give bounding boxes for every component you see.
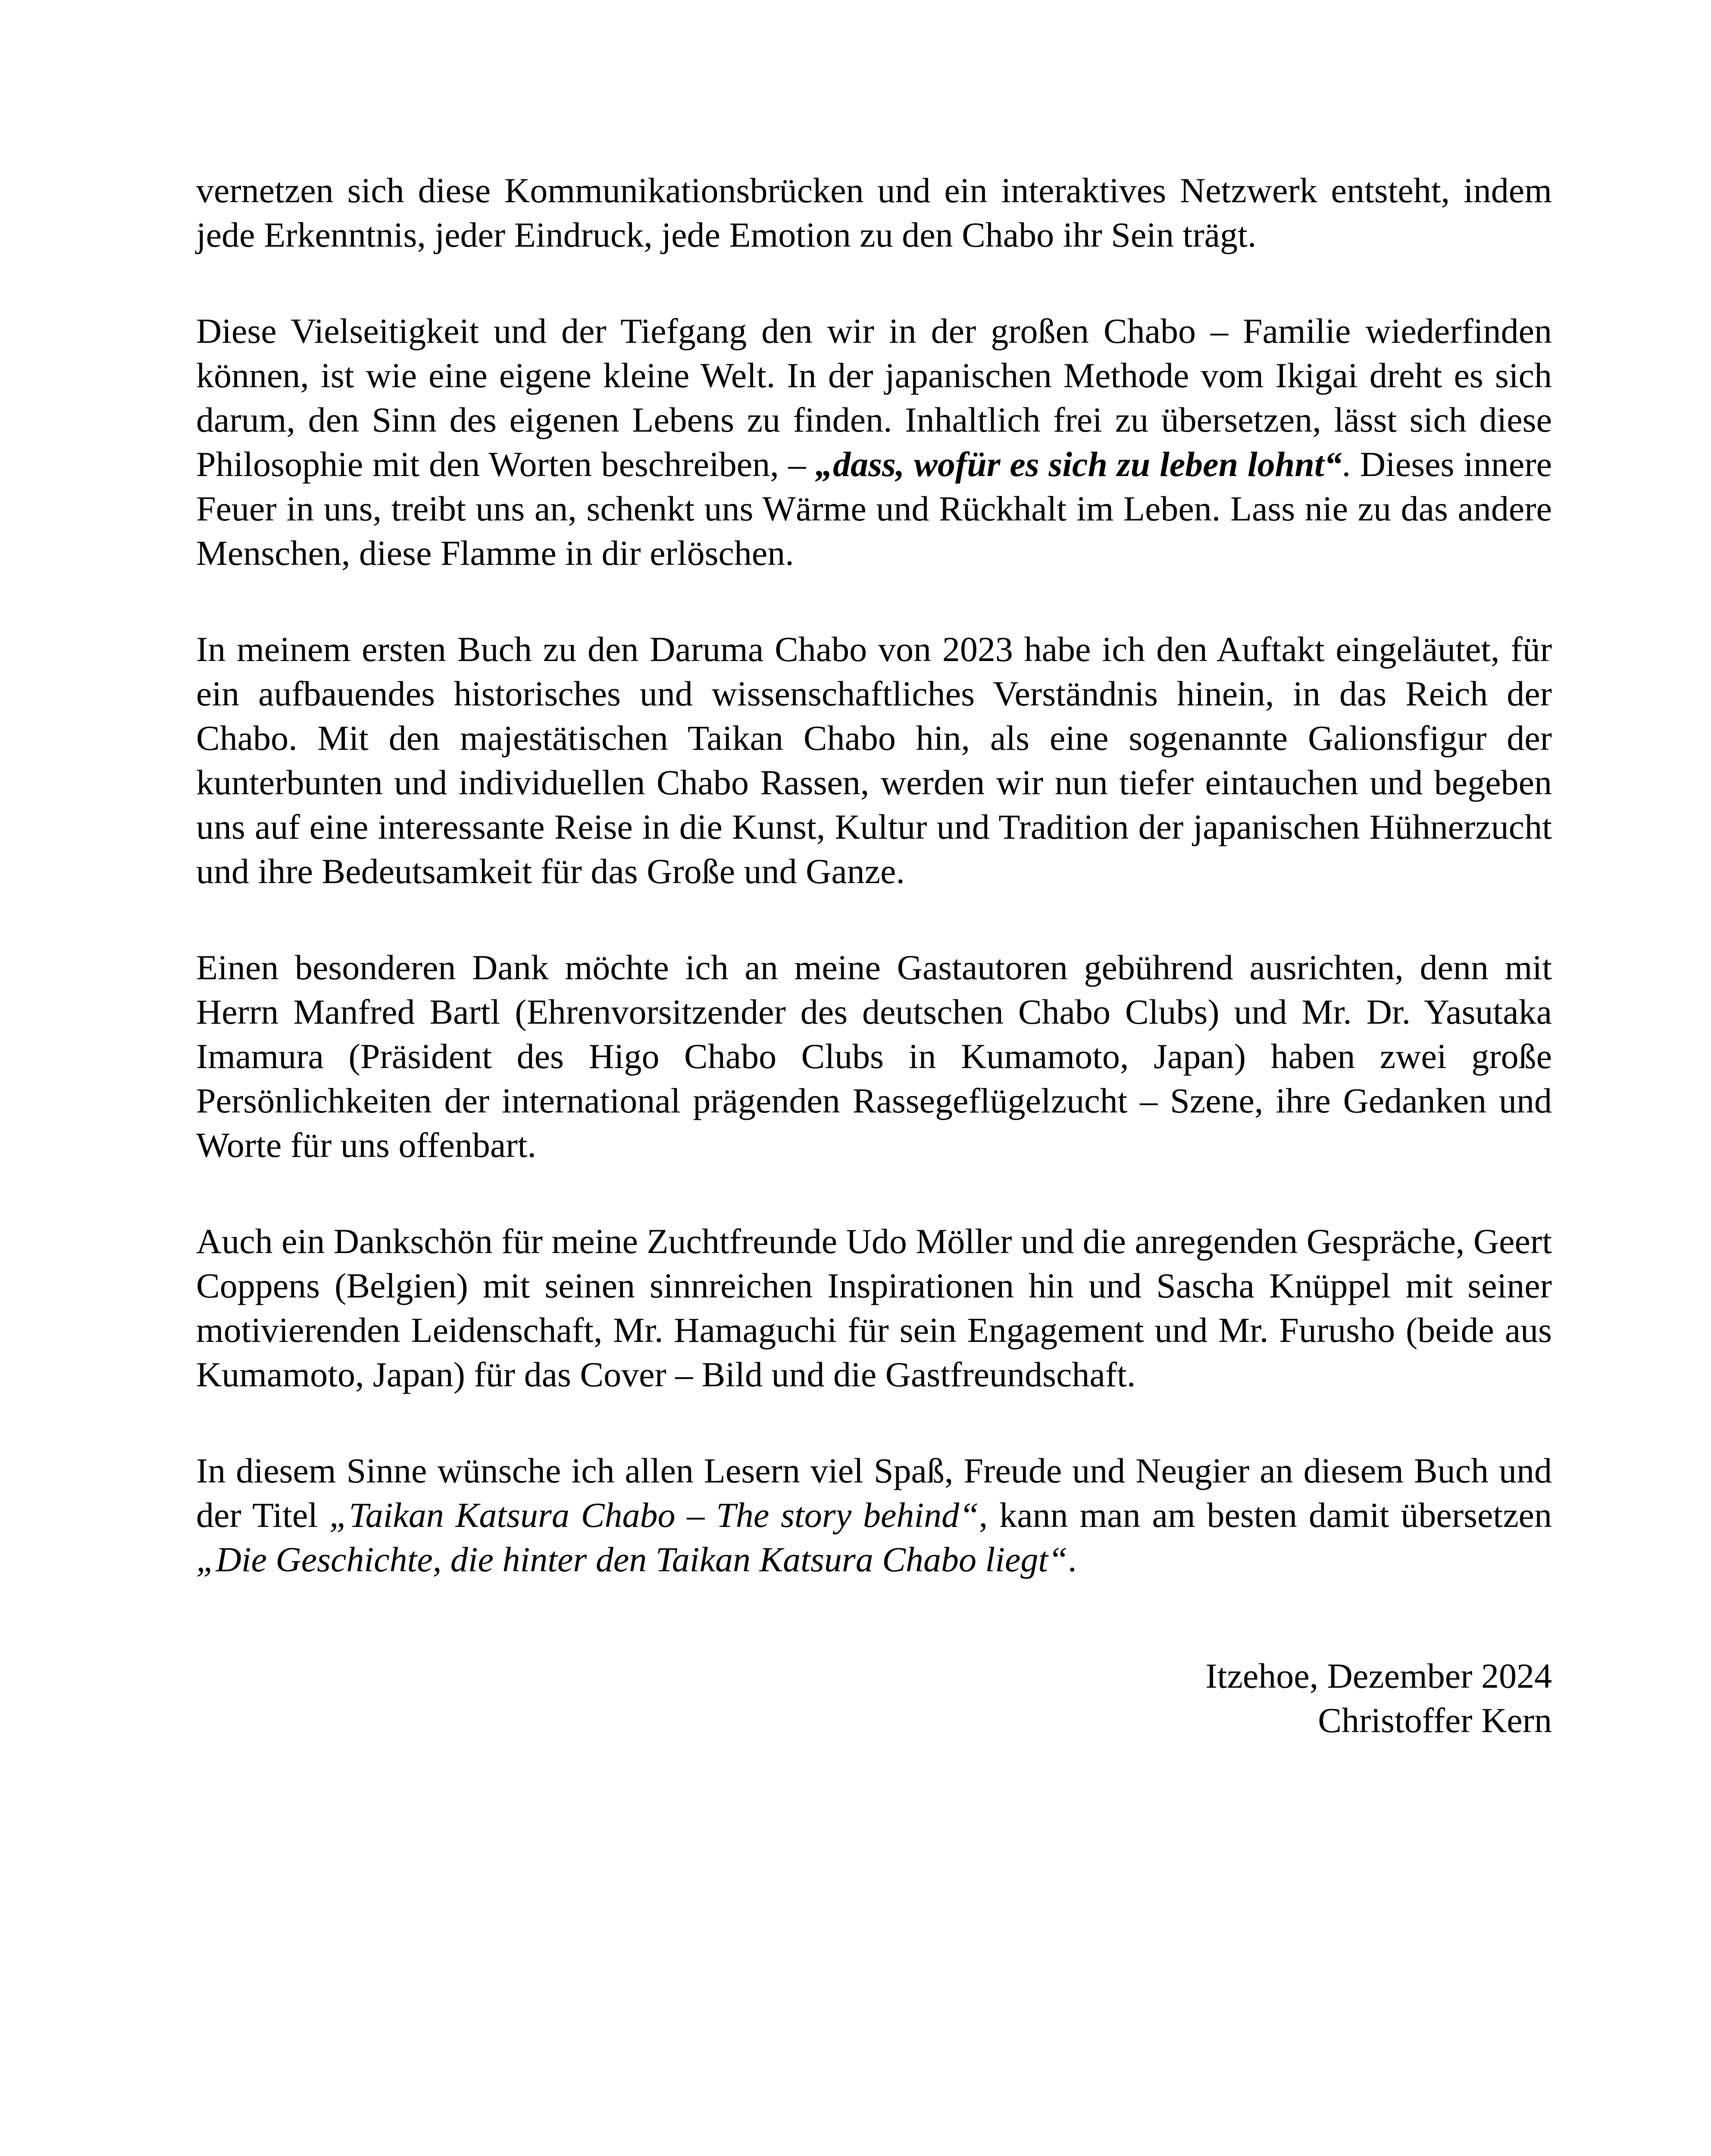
paragraph-4: Einen besonderen Dank möchte ich an meine Gastautoren gebührend ausrichten, denn mit Herrn Manfred Bartl (Ehrenvorsitzender des deutschen Chabo Clubs) und Mr. Dr. Yasutaka Imamura (Präsident des Higo Chabo Clubs in Kumamoto, Japan) haben zwei große Persönlichkeiten der international prägenden Rassegeflügelzucht – Szene, ihre Gedanken und Worte für uns offenbart. [196,948,1552,1165]
paragraph-6 [196,1448,1552,1582]
signature-place-date: Itzehoe, Dezember 2024 [1205,1656,1552,1695]
paragraph-1: vernetzen sich diese Kommunikationsbrücken und ein interaktives Netzwerk entsteht, indem jede Erkenntnis, jeder Eindruck, jede Emotion zu den Chabo ihr Sein trägt. [196,171,1552,254]
paragraph-2 [196,309,1552,575]
ikigai-quote: „dass, wofür es sich zu leben lohnt“ [815,445,1342,484]
paragraph-2-text-end: . Dieses innere Feuer in uns, treibt uns an, schenkt uns Wärme und Rückhalt im Leben. Lass nie zu das andere Menschen, diese Flamme in dir erlöschen. [196,445,1552,573]
paragraph-2-text: Diese Vielseitigkeit und der Tiefgang den wir in der großen Chabo – Familie wiederfinden können, ist wie eine eigene kleine Welt. In der japanischen Methode vom Ikigai dreht es sich darum, den Sinn des eigenen Lebens zu finden. Inhaltlich frei zu übersetzen, lässt sich diese Philosophie mit den Worten beschreiben, – [196,311,1552,484]
signature-block [1205,1654,1552,1742]
book-title-quote: „Taikan Katsura Chabo – The story behind“ [329,1495,979,1535]
paragraph-5: Auch ein Dankschön für meine Zuchtfreunde Udo Möller und die anregenden Gespräche, Geert Coppens (Belgien) mit seinen sinnreichen Inspirationen hin und Sascha Knüppel mit seiner motivierenden Leidenschaft, Mr. Hamaguchi für sein Engagement und Mr. Furusho (beide aus Kumamoto, Japan) für das Cover – Bild und die Gastfreundschaft. [196,1222,1552,1394]
body-text [196,168,1552,1582]
signature-author: Christoffer Kern [1318,1701,1552,1740]
title-translation-quote: „Die Geschichte, die hinter den Taikan Katsura Chabo liegt“ [196,1540,1068,1579]
paragraph-3: In meinem ersten Buch zu den Daruma Chabo von 2023 habe ich den Auftakt eingeläutet, für ein aufbauendes historisches und wissenschaftliches Verständnis hinein, in das Reich der Chabo. Mit den majestätischen Taikan Chabo hin, als eine sogenannte Galionsfigur der kunterbunten und individuellen Chabo Rassen, werden wir nun tiefer eintauchen und begeben uns auf eine interessante Reise in die Kunst, Kultur und Tradition der japanischen Hühnerzucht und ihre Bedeutsamkeit für das Große und Ganze. [196,630,1552,891]
paragraph-6-text-mid: , kann man am besten damit übersetzen [979,1495,1552,1535]
paragraph-6-text-end: . [1067,1540,1077,1579]
paragraph-6-text: In diesem Sinne wünsche ich allen Lesern viel Spaß, Freude und Neugier an diesem Buch und der Titel [196,1451,1552,1535]
